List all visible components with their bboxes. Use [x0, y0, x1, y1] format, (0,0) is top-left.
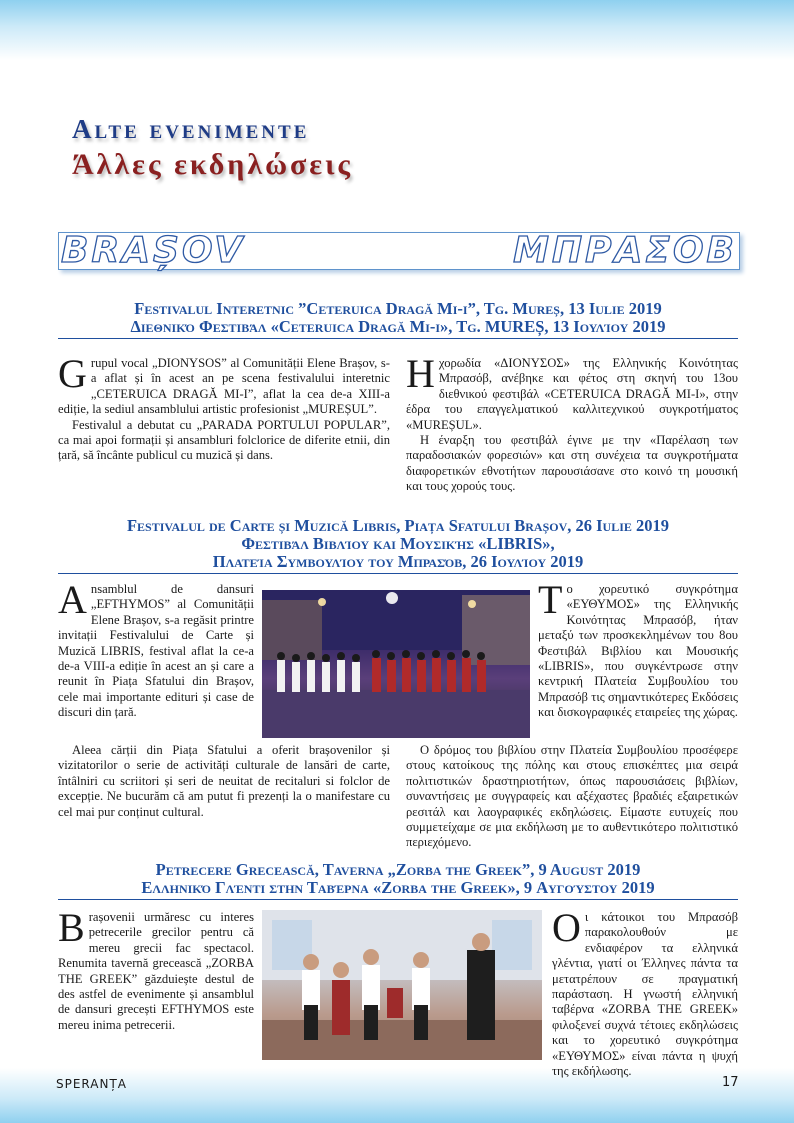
paragraph: Οι κάτοικοι του Μπρασόβ παρακολουθούν με ενδιαφέρον τα ελληνικά γλέντια, γιατί οι Έλληνες πάντα τα μετατρέπουν σε πραγματική παράσταση. Η γνωστή ελληνική ταβέρνα «ZORBA THE GREEK» φιλοξενεί συχνά τέτοιες εκδηλώσεις και το χορευτικό συγκρότημα «ΕΥΘΥΜΟΣ» είναι πάντα η ψυχή της εκδήλωσης.	[552, 905, 738, 1079]
article-1-col-ro	[58, 351, 390, 464]
heading-line: Πλατεία Συμβουλίου του Μπρασόβ, 26 Ιουλίου 2019	[212, 552, 584, 571]
heading-line: Φεστιβάλ Βιβλίου και Μουσικής «LIBRIS»,	[241, 534, 555, 553]
article-2-col-gr-top	[538, 577, 738, 721]
drop-cap: B	[58, 905, 85, 950]
top-gradient-band	[0, 0, 794, 60]
paragraph: Το χορευτικό συγκρότημα «ΕΥΘΥΜΟΣ» της Ελληνικής Κοινότητας Μπρασόβ, ήταν μεταξύ των προσκεκλημένων του 8ου Φεστιβάλ Βιβλίου και Μουσικής «LIBRIS», που συγκέντρωσε στην κεντρική Πλατεία Συμβουλίου του Μπρασόβ τις σημαντικότερες Εκδόσεις και δισκογραφικές εταιρείες της χώρας.	[538, 577, 738, 720]
stage-scene-illustration	[262, 590, 530, 738]
article-2-col-ro-top	[58, 577, 254, 721]
article-2-col-gr-bottom	[406, 743, 738, 851]
article-1-heading	[58, 300, 738, 339]
taverna-dance-photo	[262, 910, 542, 1060]
heading-line: Διεθνικό Φεστιβάλ «Ceteruica Dragă Mi-i», Tg. MUREȘ, 13 Ιουλίου 2019	[130, 317, 666, 336]
paragraph: Ansamblul de dansuri „EFTHYMOS” al Comunității Elene Brașov, s-a regăsit printre invitații Festivalului de Carte și Muzică LIBRIS, festival aflat la ce-a de-a VIII-a ediție în acest an și care a reunit în Piața Sfatului din Brașov, cele mai importante edituri și case de discuri din țară.	[58, 577, 254, 720]
city-banner	[58, 232, 740, 270]
article-3-col-gr	[552, 905, 738, 1079]
paragraph: Brașovenii urmăresc cu interes petrecerile grecilor pentru că mereu grecii fac spectacol. Renumita tavernă grecească „ZORBA THE GREEK” găzduiește destul de des astfel de evenimente și ansamblul de dansuri grecești EFTHYMOS este mereu inima petrecerii.	[58, 905, 254, 1032]
article-2-heading	[58, 517, 738, 574]
drop-cap: G	[58, 351, 87, 396]
heading-line: Festivalul Interetnic ”Ceteruica Dragă Mi-i”, Tg. Mureș, 13 Iulie 2019	[134, 299, 662, 318]
city-name-gr: ΜΠΡΑΣΟΒ	[513, 230, 737, 271]
stage-dance-photo	[262, 590, 530, 738]
drop-cap: Τ	[538, 577, 563, 622]
magazine-name: SPERANȚA	[56, 1077, 128, 1091]
section-title	[72, 112, 353, 184]
paragraph: Ο δρόμος του βιβλίου στην Πλατεία Συμβουλίου προσέφερε στους κατοίκους της πόλης και στους επισκέπτες μια σειρά πολιτιστικών δραστηριοτήτων, όπως παρουσιάσεις βιβλίων, συναντήσεις με συγγραφείς και αξέχαστες βραδιές εξαιρετικών ρεσιτάλ και λαογραφικές εκδηλώσεις. Είμαστε ευτυχείς που συμμετείχαμε σε μια εκδήλωση με το αυθεντικότερο πολιτιστικό περιεχόμενο.	[406, 743, 738, 850]
page-number: 17	[722, 1075, 739, 1090]
article-2-col-ro-bottom	[58, 743, 390, 820]
paragraph: Festivalul a debutat cu „PARADA PORTULUI POPULAR”, ca mai apoi formații și ansambluri folclorice de diferite etnii, din țară, să încânte publicul cu muzică și dans.	[58, 417, 390, 463]
drop-cap: Ο	[552, 905, 581, 950]
section-title-gr: Άλλες εκδηλώσεις	[72, 148, 354, 181]
paragraph: Aleea cărții din Piața Sfatului a oferit brașovenilor și vizitatorilor o serie de activități culturale de lansări de carte, întâlniri cu scriitori și seri de neuitat de recitaluri si folclor de excepție. Ne bucurăm că am putut fi prezenți la o manifestare cu cel mai pur conținut cultural.	[58, 743, 390, 819]
taverna-scene-illustration	[262, 910, 542, 1060]
paragraph: Grupul vocal „DIONYSOS” al Comunității Elene Brașov, s-a aflat și în acest an pe scena festivalului interetnic „CETERUICA DRAGĂ MI-I”, aflat la cea de-a XIII-a ediție, la sediul ansamblului artistic profesionist „MUREȘUL”.	[58, 351, 390, 417]
article-1-col-gr	[406, 351, 738, 495]
article-3-col-ro	[58, 905, 254, 1033]
section-title-ro: Alte evenimente	[72, 114, 310, 144]
heading-line: Petrecere Grecească, Taverna „Zorba the Greek”, 9 August 2019	[155, 860, 641, 879]
paragraph: Ηχορωδία «ΔΙΟΝΥΣΟΣ» της Ελληνικής Κοινότητας Μπρασόβ, ανέβηκε και φέτος στη σκηνή του 13ου διεθνικού φεστιβάλ «CETERUICA DRAGĂ MI-I», στην έδρα του επαγγελματικού καλλιτεχνικού συγκροτήματος «MUREȘUL».	[406, 351, 738, 432]
drop-cap: Η	[406, 351, 435, 396]
article-3-heading	[58, 861, 738, 900]
heading-line: Ελληνικό Γλέντι στην Ταβέρνα «Zorba the Greek», 9 Αυγούστου 2019	[141, 878, 655, 897]
city-name-ro: BRAȘOV	[61, 230, 246, 271]
heading-line: Festivalul de Carte și Muzică Libris, Piața Sfatului Brașov, 26 Iulie 2019	[126, 516, 670, 535]
drop-cap: A	[58, 577, 87, 622]
paragraph: Η έναρξη του φεστιβάλ έγινε με την «Παρέλαση των παραδοσιακών φορεσιών» και στη συνέχεια τα συγκροτήματα διαφορετικών εθνοτήτων παρουσιάσανε στο κοινό τη μουσική και τους χορούς τους.	[406, 433, 738, 494]
